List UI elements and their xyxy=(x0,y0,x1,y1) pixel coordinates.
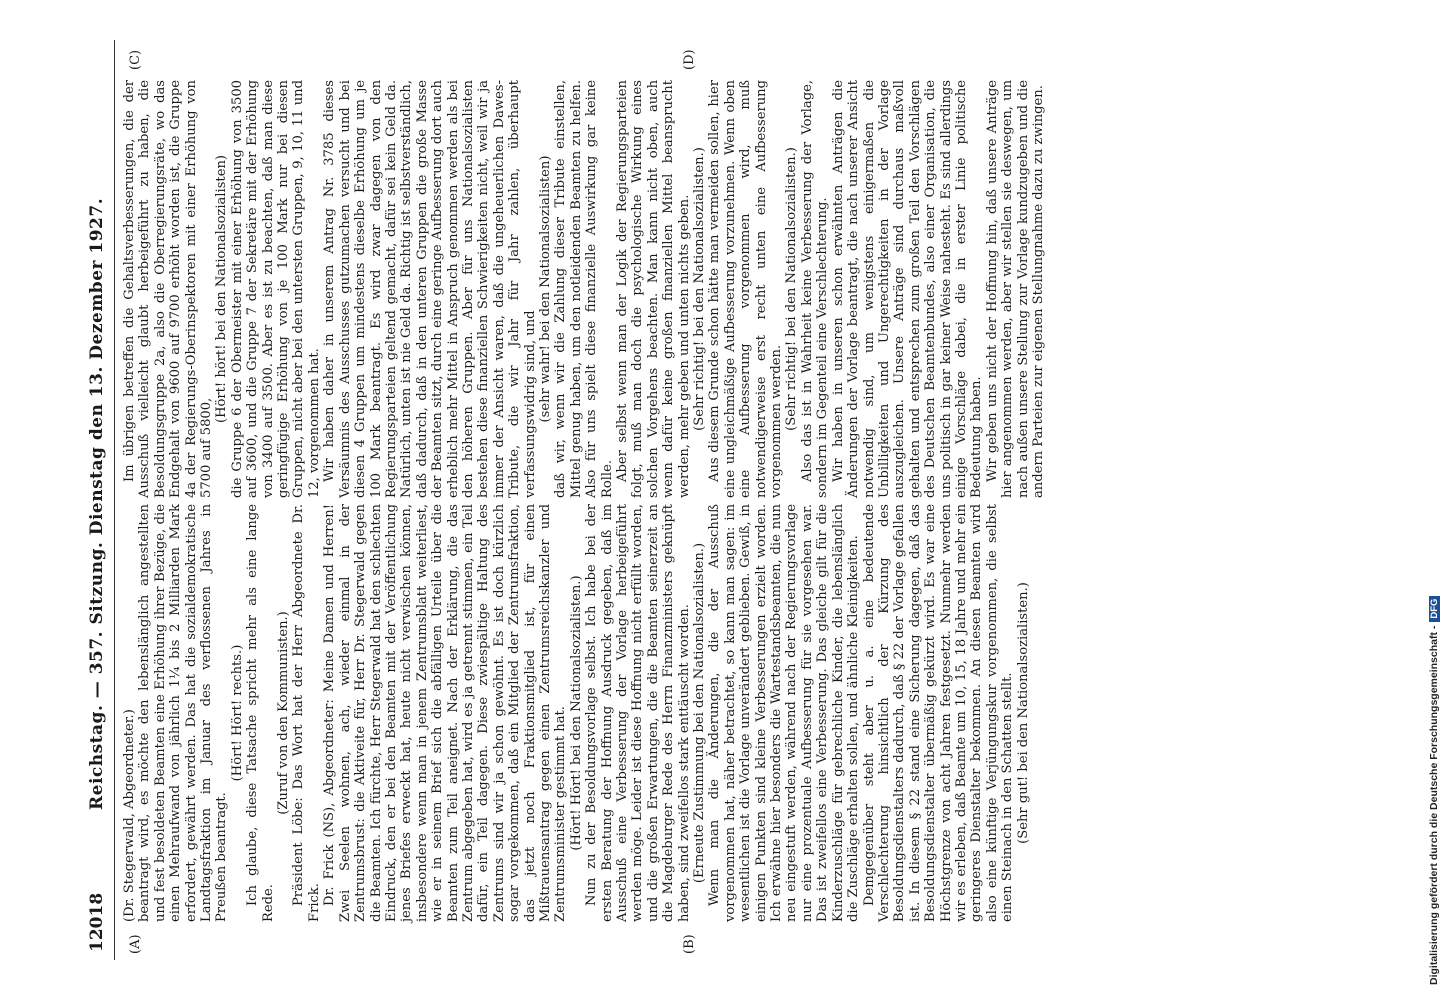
dfg-badge: DFG xyxy=(1429,596,1440,622)
left-column xyxy=(122,504,1031,922)
right-column-paragraph: Im übrigen betreffen die Gehaltsverbesserungen, die der Ausschuß vielleicht glaubt herbeigeführt zu haben, die Besoldungsgruppe 2a, also die Oberregierungsräte, wo das Endgehalt von 9600 auf 9700 erhöht worden ist, die Gruppe 4a der Regierungs-Oberinspektoren mit einer Erhöhung von 5700 auf 5800, xyxy=(122,80,215,498)
right-column-paragraph: daß wir, wenn wir die Zahlung dieser Tribute einstellen, Mittel genug haben, um den notleidenden Beamten zu helfen. Also für uns spielt diese finanzielle Auswirkung gar keine Rolle. xyxy=(553,80,615,498)
header-rule xyxy=(114,40,115,960)
rotated-page xyxy=(82,40,1342,960)
left-column-paragraph: (Hört! Hört! bei den Nationalsozialisten.) xyxy=(568,575,584,851)
page-number: 12018 xyxy=(87,892,107,952)
page-header xyxy=(82,40,112,960)
right-column-paragraph: Wir haben daher in unserem Antrag Nr. 3785 dieses Versäumnis des Ausschusses gutzumachen versucht und bei diesen 4 Gruppen um mindestens dieselbe Erhöhung um je 100 Mark beantragt. Es wird zwar dagegen von den Regierungsparteien geltend gemacht, dafür sei kein Geld da. Natürlich, unten ist nie Geld da. Richtig ist selbstverständlich, daß dadurch, daß in den unteren Gruppen die große Masse der Beamten sitzt, durch eine geringe Aufbesserung dort auch erheblich mehr Mittel in Anspruch genommen werden als bei den höheren Gruppen. Aber für uns Nationalsozialisten bestehen diese finanziellen Schwierigkeiten nicht, weil wir ja immer der Ansicht waren, daß die ungeheuerlichen Dawes-Tribute, die wir Jahr für Jahr zahlen, überhaupt verfassungswidrig sind, und xyxy=(322,80,538,498)
left-column-paragraph: Demgegenüber steht aber u. a. eine bedeutende Verschlechterung hinsichtlich der Kürzung des Besoldungsdienstalters dadurch, daß § 22 der Vorlage gefallen ist. In diesem § 22 stand eine Sicherung dagegen, daß das Besoldungsdienstalter übermäßig gekürzt wird. Es war eine Höchstgrenze von acht Jahren festgesetzt. Nunmehr werden wir es erleben, daß Beamte um 10, 15, 18 Jahre und mehr ein geringeres Dienstalter bekommen. An diesen Beamten wird also eine künftige Verjüngungskur vorgenommen, die selbst einen Steinach in den Schatten stellt. xyxy=(861,504,1016,922)
left-column-paragraph: (Hört! Hört! rechts.) xyxy=(229,644,245,782)
left-column-paragraph: (Sehr gut! bei den Nationalsozialisten.) xyxy=(1015,582,1031,844)
left-column-paragraph: (Zuruf von den Kommunisten.) xyxy=(276,611,292,815)
left-column-paragraph: Nun zu der Besoldungsvorlage selbst. Ich habe bei der ersten Beratung der Hoffnung Ausdruck gegeben, daß im Ausschuß eine Verbesserung der Vorlage herbeigeführt werden möge. Leider ist diese Hoffnung nicht erfüllt worden, und die großen Erwartungen, die die Beamten seinerzeit an die Magdeburger Rede des Herrn Finanzministers geknüpft haben, sind zweifellos stark enttäuscht worden. xyxy=(584,504,692,922)
right-column-paragraph: Also das ist in Wahrheit keine Verbesserung der Vorlage, sondern im Gegenteil eine Verschlechterung. xyxy=(799,80,831,498)
left-column-paragraph: Wenn man die Änderungen, die der Ausschuß vorgenommen hat, näher betrachtet, so kann man sagen: im wesentlichen ist die Vorlage unverändert geblieben. Gewiß, in einigen Punkten sind kleine Verbesserungen erzielt worden. Ich erwähne hier besonders die Wartestandsbeamten, die nun neu eingestuft werden, während nach der Regierungsvorlage nur eine prozentuale Aufbesserung für sie vorgesehen war. Das ist zweifellos eine Verbesserung. Das gleiche gilt für die Kinderzuschläge für gebrechliche Kinder, die lebenslänglich die Zuschläge erhalten sollen, und ähnliche Kleinigkeiten. xyxy=(707,504,862,922)
margin-marker-a: (A) xyxy=(128,934,143,954)
page-title: Reichstag. — 357. Sitzung. Dienstag den 13. Dezember 1927. xyxy=(87,197,107,810)
right-column-paragraph: Aus diesem Grunde schon hätte man vermeiden sollen, hier eine ungleichmäßige Aufbesserung vorzunehmen. Wenn oben eine Aufbesserung vorgenommen wird, muß notwendigerweise erst recht unten eine Aufbesserung vorgenommen werden. xyxy=(707,80,785,498)
left-column-paragraph: Präsident Löbe: Das Wort hat der Herr Abgeordnete Dr. Frick. xyxy=(291,504,322,922)
margin-marker-c: (C) xyxy=(128,49,143,70)
right-column-paragraph: (Sehr richtig! bei den Nationalsozialisten.) xyxy=(784,147,800,431)
right-column-paragraph: (Sehr richtig! bei den Nationalsozialisten.) xyxy=(692,147,708,431)
digitization-note xyxy=(1428,596,1440,985)
margin-marker-d: (D) xyxy=(682,49,697,70)
right-column xyxy=(122,80,1046,498)
digitization-text: Digitalisierung gefördert durch die Deutsche Forschungsgemeinschaft - xyxy=(1428,625,1440,985)
left-column-paragraph: (Dr. Stegerwald, Abgeordneter.) xyxy=(122,709,137,922)
right-column-paragraph: die Gruppe 6 der Obermeister mit einer Erhöhung von 3500 auf 3600, und die Gruppe 7 der Sekretäre mit der Erhöhung von 3400 auf 3500. Aber es ist zu beachten, daß man diese geringfügige Erhöhung von je 100 Mark nur bei diesen Gruppen, nicht aber bei den untersten Gruppen, 9, 10, 11 und 12, vorgenommen hat. xyxy=(229,80,322,498)
left-column-paragraph: Ich glaube, diese Tatsache spricht mehr als eine lange Rede. xyxy=(245,504,276,922)
right-column-paragraph: (sehr wahr! bei den Nationalsozialisten) xyxy=(537,155,553,423)
right-column-paragraph: Aber selbst wenn man der Logik der Regierungsparteien folgt, muß man doch die psychologische Wirkung eines solchen Vorgehens beachten. Man kann nicht oben, auch wenn dafür keine großen finanziellen Mittel beansprucht werden, mehr geben und unten nichts geben. xyxy=(615,80,692,498)
left-column-paragraph: Dr. Frick (NS), Abgeordneter: Meine Damen und Herren! Zwei Seelen wohnen, ach, wieder einmal in der Zentrumsbrust: die Aktiveite für, Herr Dr. Stegerwald gegen die Beamten. Ich fürchte, Herr Stegerwald hat den schlechten Eindruck, den er bei den Beamten mit der Veröffentlichung jenes Briefes erweckt hat, heute nicht verwischen können, insbesondere wenn man in jenem Zentrumsblatt weiterliest, wie er in seinem Brief sich die abfälligen Urteile über die Beamten zum Teil aneignet. Nach der Erklärung, die das Zentrum abgegeben hat, wird es ja getrennt stimmen, ein Teil dafür, ein Teil dagegen. Diese zwiespältige Haltung des Zentrums sind wir ja schon gewöhnt. Es ist doch kürzlich sogar vorgekommen, daß ein Mitglied der Zentrumsfraktion, das jetzt noch Fraktionsmitglied ist, für einen Mißtrauensantrag gegen einen Zentrumsreichskanzler und Zentrumsminister gestimmt hat. xyxy=(322,504,569,922)
left-column-paragraph: beantragt wird, es möchte den lebenslänglich angestellten und fest besoldeten Beamten eine Erhöhung ihrer Bezüge, die einen Mehraufwand von jährlich 1¼ bis 2 Milliarden Mark erfordert, gewährt werden. Das hat die sozialdemokratische Landtagsfraktion im Januar des verflossenen Jahres in Preußen beantragt. xyxy=(137,504,230,922)
margin-marker-b: (B) xyxy=(682,934,697,954)
right-column-paragraph: Wir haben in unseren schon erwähnten Anträgen die Änderungen der Vorlage beantragt, die nach unserer Ansicht notwendig sind, um wenigstens einigermaßen die Unbilligkeiten und Ungerechtigkeiten in der Vorlage auszugleichen. Unsere Anträge sind durchaus maßvoll gehalten und entsprechen zum großen Teil den Vorschlägen des Deutschen Beamtenbundes, also einer Organisation, die uns politisch in gar keiner Weise nahesteht. Es sind allerdings einige Vorschläge dabei, die in erster Linie politische Bedeutung haben. xyxy=(830,80,985,498)
right-column-paragraph: Wir geben uns nicht der Hoffnung hin, daß unsere Anträge hier angenommen werden, aber wir stellen sie deswegen, um nach außen unsere Stellung zur Vorlage kundzugeben und die andern Parteien zur eigenen Stellungnahme dazu zu zwingen. xyxy=(984,80,1046,498)
left-column-paragraph: (Erneute Zustimmung bei den Nationalsozialisten.) xyxy=(692,542,708,884)
right-column-paragraph: (Hört! hört! bei den Nationalsozialisten) xyxy=(214,155,230,423)
